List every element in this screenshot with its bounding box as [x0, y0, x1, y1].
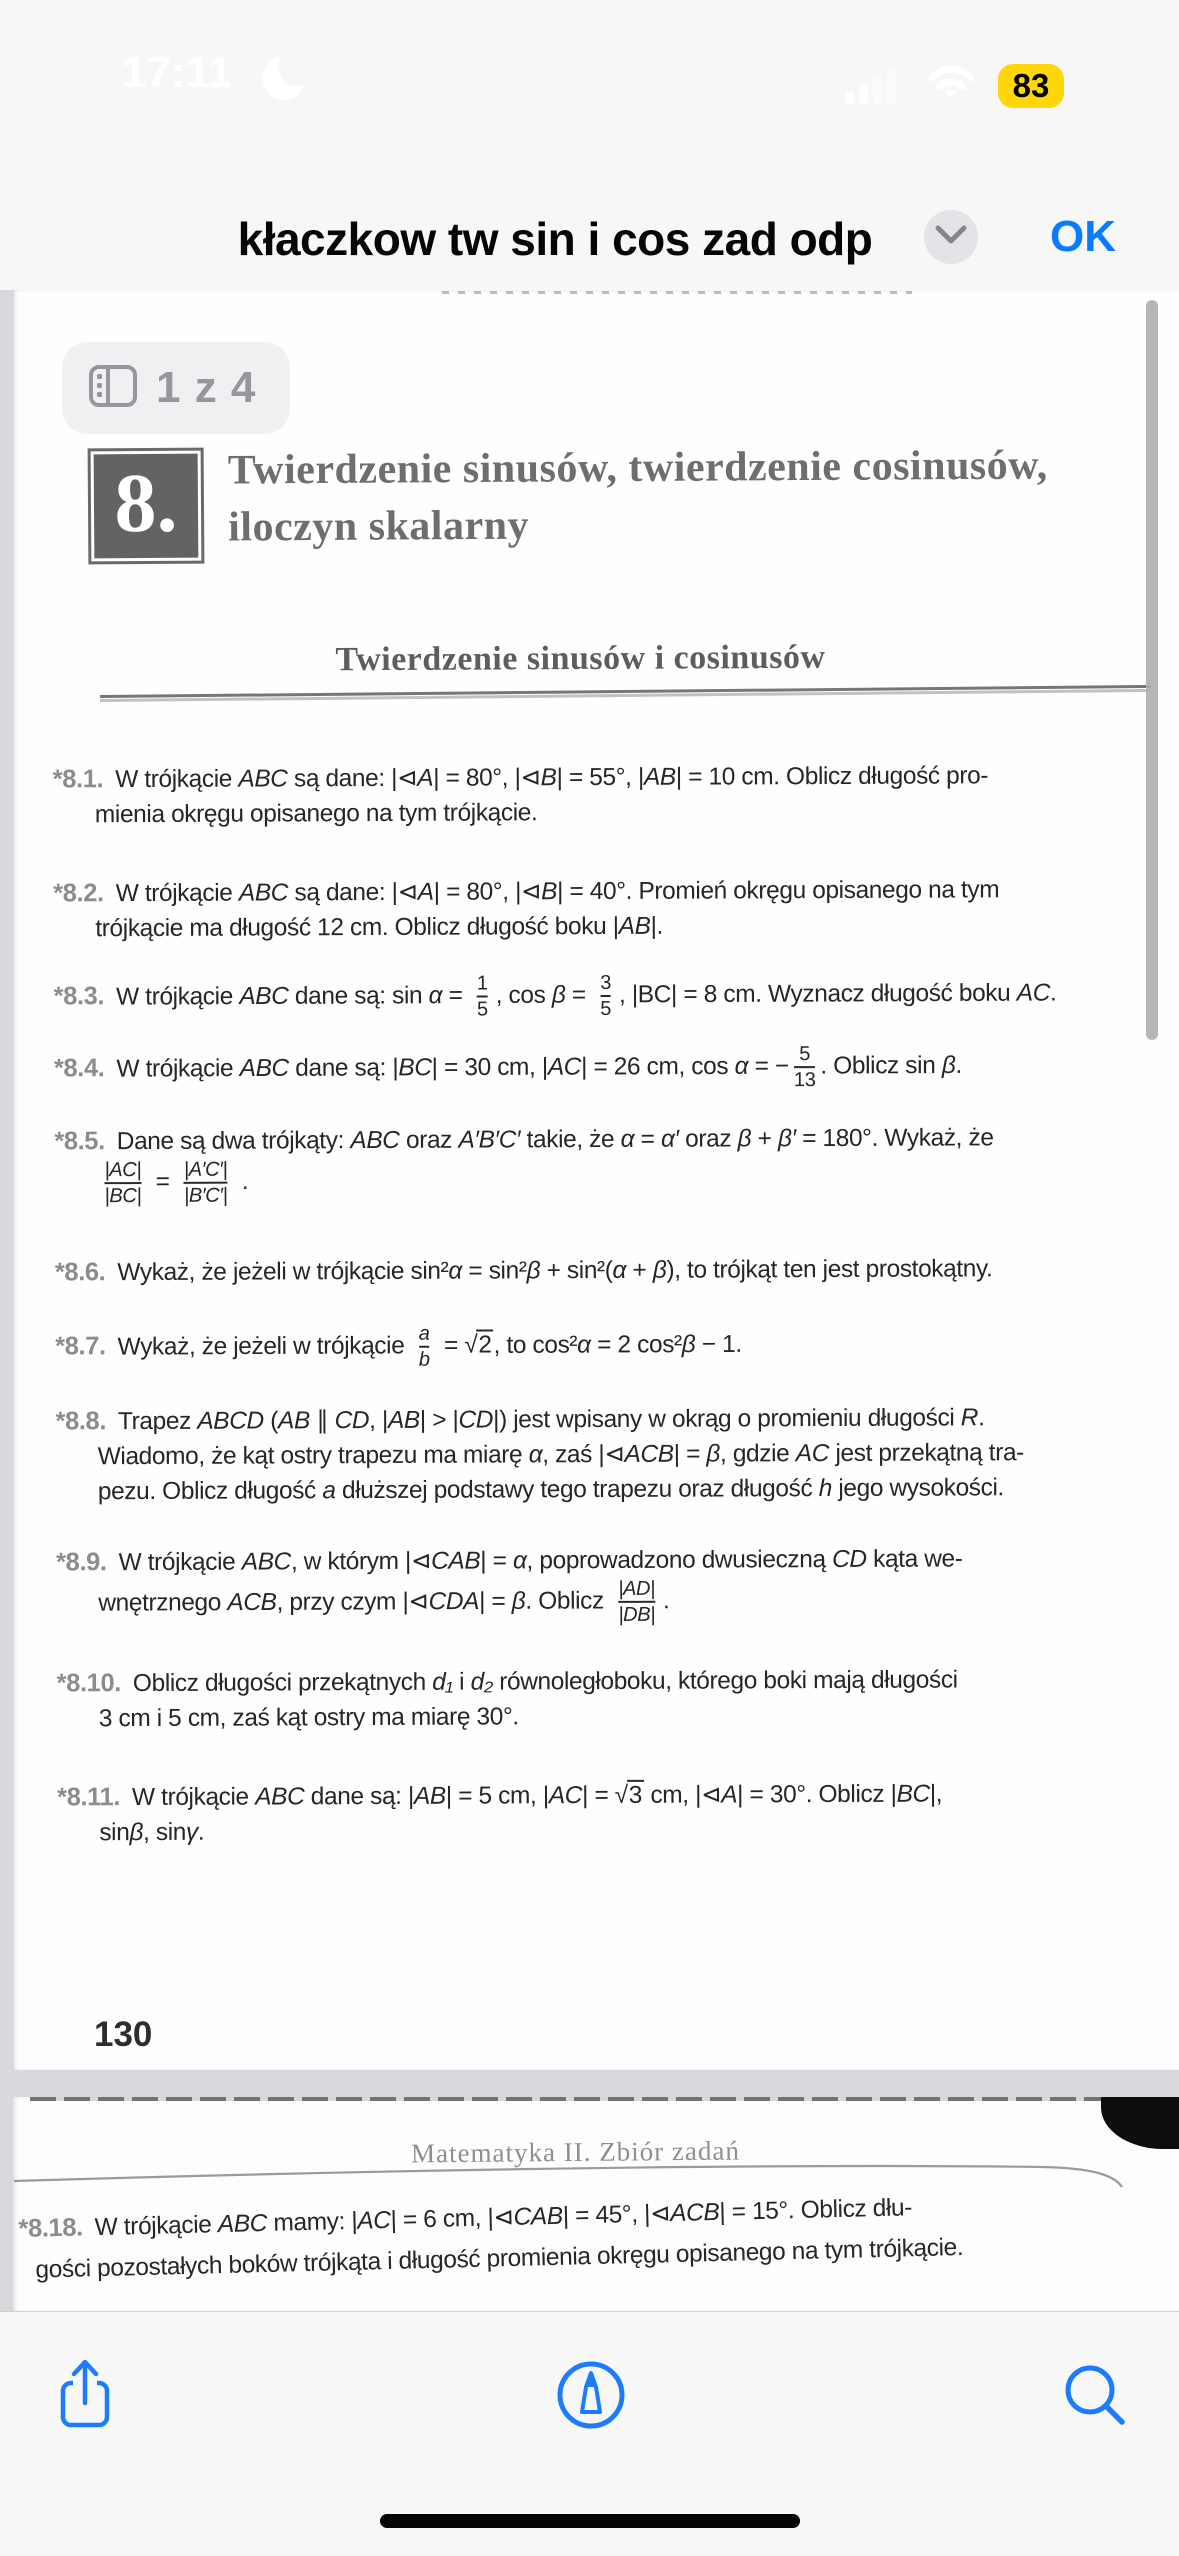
problem-line: [56, 1435, 1150, 1475]
text-run: | = 80°, |⊲: [433, 764, 541, 792]
text-run: ABCD: [197, 1407, 264, 1435]
text-run: − 1.: [695, 1330, 742, 1359]
document-page-1: [12, 290, 1179, 2070]
text-run: ABC: [350, 1126, 400, 1155]
text-run: cm, |⊲: [643, 1781, 722, 1809]
text-run: pezu. Oblicz długość: [97, 1477, 323, 1506]
text-run: |.: [650, 912, 663, 940]
chapter-title: Twierdzenie sinusów, twierdzenie cosinusów, iloczyn skalarny: [227, 442, 1048, 551]
text-run: jego wysokości.: [831, 1474, 1004, 1502]
home-indicator[interactable]: [380, 2514, 800, 2528]
text-run: oraz: [678, 1125, 738, 1153]
problem-line: [56, 1576, 1150, 1629]
problem-line: [57, 1662, 1151, 1702]
text-run: +: [626, 1256, 653, 1284]
problem-item: [54, 970, 1148, 1023]
text-run: A: [417, 764, 434, 792]
problem-line: [54, 970, 1148, 1023]
text-run: β: [706, 1440, 721, 1468]
book-page-number: 130: [94, 2015, 153, 2054]
text-run: CD: [458, 1406, 494, 1434]
text-run: BC: [398, 1054, 432, 1082]
problem-item: [55, 1251, 1149, 1291]
text-run: | = 15°. Oblicz dłu-: [719, 2194, 913, 2226]
document-viewer[interactable]: [0, 290, 1179, 2312]
text-run: β: [551, 981, 566, 1009]
text-run: gości pozostałych boków trójkąta i długość promienia okręgu opisanego na tym trójkącie.: [35, 2233, 964, 2284]
text-run: . Oblicz: [525, 1587, 611, 1615]
bottom-toolbar: [0, 2311, 1179, 2556]
problem-number: *8.6.: [54, 1258, 106, 1287]
text-run: | = 45°, |⊲: [562, 2200, 671, 2230]
page-indicator-label: 1 z 4: [156, 363, 257, 412]
square-root: √3: [615, 1782, 644, 1809]
text-run: Oblicz długości przekątnych: [132, 1668, 433, 1698]
text-run: AB: [643, 763, 676, 791]
text-run: .: [978, 1404, 985, 1432]
text-run: β: [526, 1257, 541, 1285]
text-run: AC: [547, 1053, 582, 1081]
problem-item: [53, 872, 1147, 947]
text-run: β: [737, 1125, 752, 1153]
text-run: 3 cm i 5 cm, zaś kąt ostry ma miarę 30°.: [98, 1703, 519, 1733]
text-run: trójkącie ma długość 12 cm. Oblicz długość boku |: [95, 912, 619, 943]
problem-item: [55, 1400, 1149, 1510]
text-run: CD: [832, 1545, 867, 1573]
text-run: , to cos²: [493, 1331, 578, 1359]
text-run: B: [541, 878, 558, 906]
text-run: + sin²(: [540, 1256, 613, 1285]
problem-line: [53, 793, 1147, 833]
text-run: | =: [581, 1781, 615, 1810]
done-button[interactable]: OK: [1050, 212, 1116, 261]
text-run: AB: [277, 1407, 310, 1435]
problem-line: [56, 1541, 1150, 1581]
text-run: a: [322, 1477, 336, 1505]
text-run: i: [452, 1668, 471, 1696]
text-run: dłuższej podstawy tego trapezu oraz długość: [335, 1475, 819, 1505]
text-run: .: [955, 1051, 962, 1079]
text-run: , przy czym |⊲: [276, 1588, 429, 1616]
problem-item: [56, 1541, 1150, 1629]
text-run: ABC: [239, 982, 289, 1011]
scan-artifact: [30, 2097, 1159, 2101]
problem-item: [53, 758, 1147, 833]
text-run: h: [818, 1474, 833, 1503]
text-run: = sin²: [461, 1257, 527, 1285]
text-run: dane są: |: [288, 1054, 399, 1082]
text-run: wnętrznego: [98, 1589, 228, 1617]
text-run: | = 55°, |: [556, 763, 644, 792]
text-run: AC: [795, 1440, 830, 1468]
problem-number: *8.10.: [56, 1669, 121, 1698]
text-run: dane są: |: [304, 1782, 414, 1811]
text-run: | = 80°, |⊲: [433, 878, 542, 906]
text-run: β′: [777, 1125, 796, 1153]
text-run: | = 40°. Promień okręgu opisanego na tym: [557, 876, 1000, 906]
problem-line: [54, 1120, 1148, 1160]
text-run: W trójkącie: [116, 1055, 240, 1083]
running-header: Matematyka II. Zbiór zadań: [410, 2135, 741, 2169]
text-run: γ: [185, 1818, 198, 1846]
text-run: ABC: [238, 765, 288, 793]
markup-button[interactable]: [546, 2352, 636, 2442]
markup-pen-icon: [554, 2358, 628, 2437]
square-root: √2: [464, 1332, 493, 1359]
section-rule: [100, 685, 1151, 698]
text-run: , |: [369, 1406, 388, 1435]
text-run: . Oblicz sin: [820, 1051, 942, 1080]
text-run: = −: [748, 1052, 789, 1080]
problem-number: *8.5.: [54, 1127, 105, 1156]
text-run: A: [721, 1781, 738, 1809]
text-run: Dane są dwa trójkąty:: [116, 1127, 351, 1156]
problem-line: [57, 1776, 1151, 1816]
text-run: d₁: [432, 1668, 453, 1696]
text-run: W trójkącie: [118, 1548, 242, 1577]
signal-bars-icon: [845, 66, 907, 104]
text-run: α: [577, 1331, 591, 1359]
share-button[interactable]: [40, 2352, 130, 2442]
text-run: AB: [413, 1782, 446, 1810]
text-run: β: [681, 1331, 696, 1359]
text-run: | = 6 cm, |⊲: [390, 2203, 514, 2234]
text-run: są dane: |⊲: [287, 764, 418, 793]
problem-line: [54, 1042, 1148, 1095]
status-bar: [0, 0, 1179, 140]
text-run: , sin: [142, 1818, 187, 1847]
text-run: Wiadomo, że kąt ostry trapezu ma miarę: [97, 1441, 529, 1471]
text-run: =: [149, 1168, 176, 1196]
text-run: =: [634, 1125, 662, 1153]
text-run: | =: [479, 1587, 512, 1616]
problem-line: [53, 907, 1147, 947]
text-run: oraz: [399, 1126, 459, 1154]
text-run: |,: [929, 1780, 943, 1808]
text-run: .: [1049, 979, 1057, 1007]
problem-line: [55, 1251, 1149, 1291]
text-run: α: [612, 1256, 627, 1284]
fraction: $\frac{|A'C'|}{|B'C'|}$: [183, 1158, 228, 1207]
problem-line: [57, 1697, 1151, 1737]
text-run: sin: [99, 1819, 130, 1847]
text-run: =: [442, 982, 469, 1010]
wifi-icon: [922, 60, 980, 109]
share-icon: [53, 2357, 117, 2438]
text-run: α: [428, 982, 443, 1010]
problem-item: [57, 1662, 1151, 1737]
text-run: +: [751, 1125, 779, 1153]
search-icon: [1060, 2360, 1130, 2435]
text-run: mamy: |: [266, 2207, 358, 2237]
text-run: = 2 cos²: [590, 1331, 682, 1359]
fraction: $\frac{3}{5}$: [600, 971, 612, 1020]
clock: 17:11: [122, 48, 233, 97]
fraction: $\frac{|AC|}{|BC|}$: [104, 1159, 142, 1207]
battery-badge: 83: [998, 64, 1064, 108]
text-run: α: [448, 1257, 463, 1285]
text-run: | > |: [419, 1406, 459, 1434]
text-run: ACB: [227, 1588, 277, 1617]
text-run: α: [620, 1125, 635, 1153]
problem-number: *8.8.: [55, 1407, 107, 1436]
problem-list: [18, 2181, 1179, 2291]
text-run: W trójkącie: [94, 2211, 219, 2242]
chapter-number: 8.: [94, 454, 199, 559]
text-run: β: [652, 1256, 667, 1284]
text-run: równoległoboku, którego boki mają długości: [492, 1666, 958, 1696]
text-run: CDA: [428, 1588, 480, 1616]
document-page-2: [12, 2097, 1179, 2312]
fraction: $\frac{5}{13}$: [793, 1043, 816, 1091]
problem-item: [57, 1776, 1151, 1851]
text-run: Wykaż, że jeżeli w trójkącie sin²: [117, 1257, 449, 1287]
text-run: α: [528, 1441, 543, 1469]
problem-line: [53, 872, 1147, 912]
text-run: AB: [618, 912, 651, 940]
problem-number: *8.4.: [53, 1054, 105, 1083]
text-run: d₂: [470, 1668, 493, 1696]
text-run: CD: [334, 1407, 370, 1435]
chapter-number-box: [88, 448, 205, 565]
text-run: α: [734, 1052, 749, 1080]
moon-icon: [262, 56, 310, 104]
problem-item: [18, 2181, 1179, 2291]
text-run: takie, że: [520, 1125, 621, 1154]
problem-item: [55, 1320, 1149, 1373]
text-run: α′: [660, 1125, 679, 1153]
text-run: AC: [356, 2206, 391, 2235]
text-run: | =: [480, 1547, 514, 1575]
text-run: α: [512, 1547, 527, 1575]
text-run: , w którym |⊲: [290, 1547, 432, 1576]
text-run: | =: [673, 1440, 707, 1468]
text-run: mienia okręgu opisanego na tym trójkącie.: [94, 799, 538, 829]
text-run: , zaś |⊲: [542, 1440, 625, 1469]
text-run: kąta we-: [866, 1545, 963, 1573]
fraction: $\frac{a}{b}$: [418, 1322, 430, 1371]
text-run: | = 10 cm. Oblicz długość pro-: [675, 762, 989, 791]
text-run: A: [417, 878, 434, 906]
text-run: AB: [387, 1406, 420, 1434]
text-run: | = 5 cm, |: [445, 1782, 549, 1810]
text-run: , gdzie: [719, 1440, 796, 1468]
text-run: AC: [1016, 979, 1051, 1007]
text-run: CAB: [431, 1547, 481, 1575]
text-run: Trapez: [117, 1407, 198, 1436]
problem-line: [54, 1155, 1148, 1208]
text-run: ABC: [241, 1548, 292, 1576]
text-run: Wykaż, że jeżeli w trójkącie: [117, 1332, 411, 1361]
problem-item: [54, 1120, 1148, 1208]
problem-number: *8.7.: [55, 1332, 106, 1361]
problem-number: *8.18.: [18, 2213, 84, 2244]
text-run: | = 30 cm, |: [431, 1053, 548, 1082]
section-title: Twierdzenie sinusów i cosinusów: [335, 638, 826, 679]
problem-number: *8.9.: [56, 1548, 107, 1577]
text-run: | = 26 cm, cos: [581, 1052, 735, 1081]
text-run: W trójkącie: [115, 765, 239, 794]
chevron-down-icon: [934, 224, 968, 251]
text-run: , cos: [495, 981, 552, 1009]
problem-number: *8.1.: [52, 765, 104, 794]
scan-artifact: [442, 291, 912, 294]
text-run: β: [129, 1819, 144, 1847]
problem-item: [54, 1042, 1148, 1095]
scrollbar[interactable]: [1146, 300, 1158, 1040]
text-run: W trójkącie: [115, 879, 239, 908]
text-run: B: [540, 764, 557, 792]
problem-line: [55, 1320, 1149, 1373]
text-run: BC: [896, 1780, 930, 1808]
text-run: , |BC| = 8 cm. Wyznacz długość boku: [618, 979, 1017, 1009]
text-run: β: [511, 1587, 526, 1615]
text-run: ABC: [239, 1054, 289, 1083]
text-run: W trójkącie: [131, 1783, 256, 1812]
fraction: $\frac{1}{5}$: [476, 972, 488, 1021]
text-run: (: [263, 1407, 279, 1435]
text-run: .: [662, 1587, 670, 1615]
text-run: ACB: [624, 1440, 674, 1468]
text-run: = 180°. Wykaż, że: [795, 1124, 994, 1153]
page-indicator[interactable]: [62, 342, 290, 434]
text-run: .: [197, 1818, 205, 1846]
text-run: AC: [548, 1782, 583, 1810]
document-title: kłaczkow tw sin i cos zad odp: [237, 213, 873, 265]
problem-line: [55, 1400, 1149, 1440]
problem-number: *8.3.: [53, 982, 105, 1011]
text-run: ABC: [255, 1783, 305, 1811]
text-run: |) jest wpisany w okrąg o promieniu długości: [493, 1404, 961, 1434]
sidebar-pages-icon: [88, 364, 138, 413]
search-button[interactable]: [1050, 2352, 1140, 2442]
problem-line: [53, 758, 1147, 798]
text-run: ∥: [309, 1407, 335, 1435]
text-run: R: [960, 1404, 979, 1432]
problem-list: [53, 758, 1152, 1851]
text-run: są dane: |⊲: [287, 878, 418, 907]
text-run: jest przekątną tra-: [828, 1439, 1024, 1468]
problem-number: *8.11.: [57, 1783, 121, 1812]
text-run: A′B′C′: [458, 1126, 521, 1154]
text-run: , poprowadzono dwusieczną: [526, 1545, 833, 1575]
nav-bar: [0, 140, 1179, 290]
problem-number: *8.2.: [53, 879, 104, 908]
text-run: ABC: [217, 2209, 268, 2239]
text-run: =: [437, 1332, 465, 1360]
text-run: ABC: [238, 879, 289, 907]
text-run: W trójkącie: [116, 983, 240, 1011]
text-run: CAB: [513, 2202, 564, 2231]
text-run: dane są: sin: [288, 982, 429, 1010]
problem-line: [56, 1470, 1150, 1510]
fraction: $\frac{|AD|}{|DB|}$: [618, 1577, 656, 1626]
text-run: .: [235, 1168, 249, 1196]
text-run: ACB: [669, 2198, 720, 2228]
title-menu-button[interactable]: [924, 210, 978, 264]
text-run: | = 30°. Oblicz |: [737, 1780, 897, 1809]
text-run: β: [941, 1051, 956, 1079]
text-run: ), to trójkąt ten jest prostokątny.: [666, 1255, 993, 1284]
text-run: =: [565, 981, 593, 1009]
problem-line: [57, 1811, 1151, 1851]
